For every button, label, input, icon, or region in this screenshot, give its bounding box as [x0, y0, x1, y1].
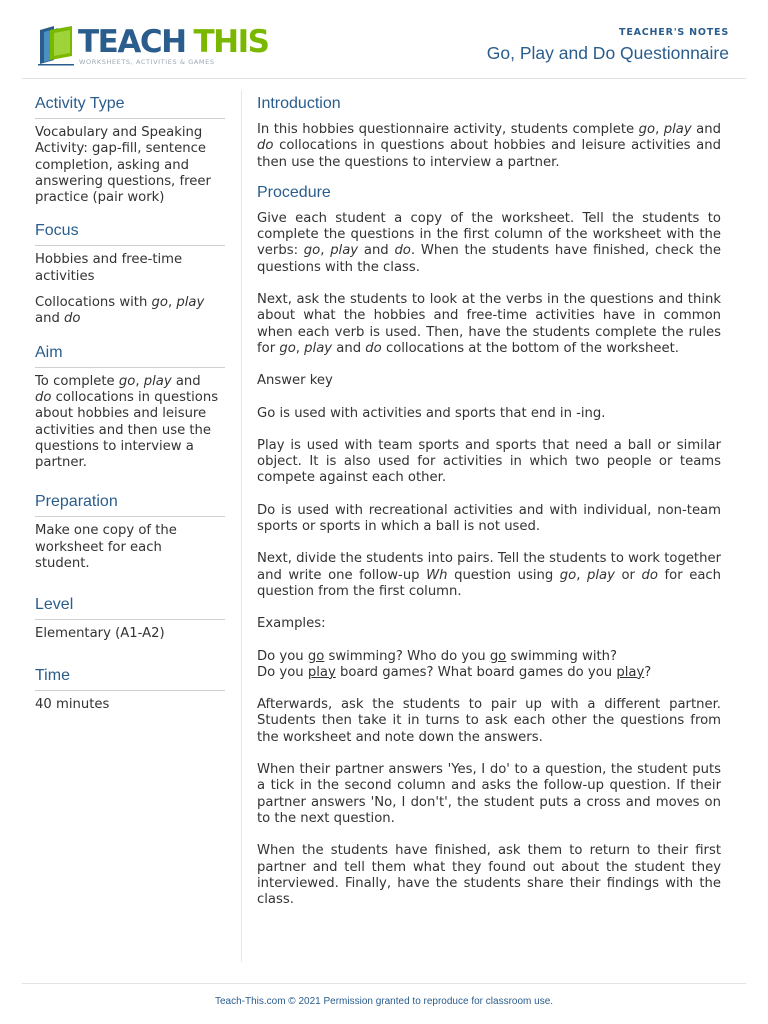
section-heading: Time	[35, 667, 225, 691]
logo[interactable]	[36, 24, 269, 70]
brand-name: TEACH THIS	[78, 24, 269, 60]
time-section	[35, 667, 225, 713]
focus-section	[35, 222, 225, 327]
section-body: 40 minutes	[35, 696, 110, 712]
section-heading: Level	[35, 596, 225, 620]
level-section	[35, 596, 225, 642]
procedure-paragraph: When their partner answers 'Yes, I do' to a question, the student puts a tick in the second column and asks the follow-up question. If their partner answers 'No, I don't', the student puts a cross and moves on to the next question.	[257, 762, 721, 826]
footer-divider	[22, 983, 746, 984]
footer[interactable]: Teach-This.com © 2021 Permission granted to reproduce for classroom use.	[214, 996, 554, 1007]
answer-key-do: Do is used with recreational activities and with individual, non-team sports or sports in which a ball is not used.	[257, 502, 721, 535]
section-heading: Activity Type	[35, 95, 225, 119]
focus-item: Hobbies and free-time activities	[35, 252, 183, 284]
procedure-paragraph: Give each student a copy of the worksheet. Tell the students to complete the questions in the first column of the worksheet with the verbs: go, play and do. When the students have finished, check the questions with the class.	[257, 210, 721, 275]
answer-key-label: Answer key	[257, 373, 333, 389]
section-body	[35, 246, 225, 327]
section-body: Make one copy of the worksheet for each student.	[35, 523, 177, 572]
procedure-paragraph: Afterwards, ask the students to pair up with a different partner. Students then take it in turns to ask each other the questions from the worksheet and note down the answers.	[257, 697, 721, 745]
answer-key-go: Go is used with activities and sports that end in -ing.	[257, 405, 606, 421]
procedure-paragraph: Next, divide the students into pairs. Tell the students to work together and write one follow-up Wh question using go, play or do for each question from the first column.	[257, 551, 722, 599]
section-heading: Aim	[35, 344, 225, 368]
procedure-heading: Procedure	[257, 183, 331, 201]
activity-type-section	[35, 95, 225, 206]
section-body: To complete go, play and do collocations in questions about hobbies and leisure activities and then use the questions to interview a partner.	[35, 373, 219, 471]
answer-key-play: Play is used with team sports and sports that need a ball or similar object. It is also used for activities in which two people or teams compete against each other.	[257, 437, 721, 486]
page-title: Go, Play and Do Questionnaire	[486, 43, 729, 63]
header	[487, 27, 729, 64]
procedure-paragraph: When the students have finished, ask them to return to their first partner and tell them what they found out about the student they interviewed. Finally, have the students share their findings with the class.	[257, 843, 721, 908]
sidebar	[35, 95, 225, 731]
aim-section	[35, 344, 225, 472]
book-icon	[36, 24, 76, 66]
main-content	[257, 95, 721, 924]
section-heading: Focus	[35, 222, 225, 246]
focus-item: Collocations with go, play and do	[35, 295, 205, 327]
introduction-heading: Introduction	[257, 95, 341, 112]
column-divider	[241, 90, 242, 962]
preparation-section	[35, 493, 225, 572]
example-line: Do you play board games? What board games do you play?	[257, 664, 652, 680]
procedure-paragraph: Next, ask the students to look at the verbs in the questions and think about what the hobbies and free-time activities have in common when each verb is used. Then, have the students complete the rules for go, play and do collocations at the bottom of the worksheet.	[257, 292, 721, 356]
header-divider	[22, 78, 746, 79]
notes-label: TEACHER'S NOTES	[619, 27, 729, 38]
section-body: Elementary (A1-A2)	[35, 626, 165, 642]
section-body: Vocabulary and Speaking Activity: gap-fill, sentence completion, asking and answering questions, freer practice (pair work)	[35, 125, 211, 206]
examples-label: Examples:	[257, 616, 326, 632]
section-heading: Preparation	[35, 493, 225, 517]
introduction-text: In this hobbies questionnaire activity, students complete go, play and do collocations in questions about hobbies and leisure activities and then use the questions to interview a partner.	[257, 122, 721, 170]
example-line: Do you go swimming? Who do you go swimming with?	[257, 648, 618, 664]
brand-tagline: WORKSHEETS, ACTIVITIES & GAMES	[79, 58, 215, 66]
